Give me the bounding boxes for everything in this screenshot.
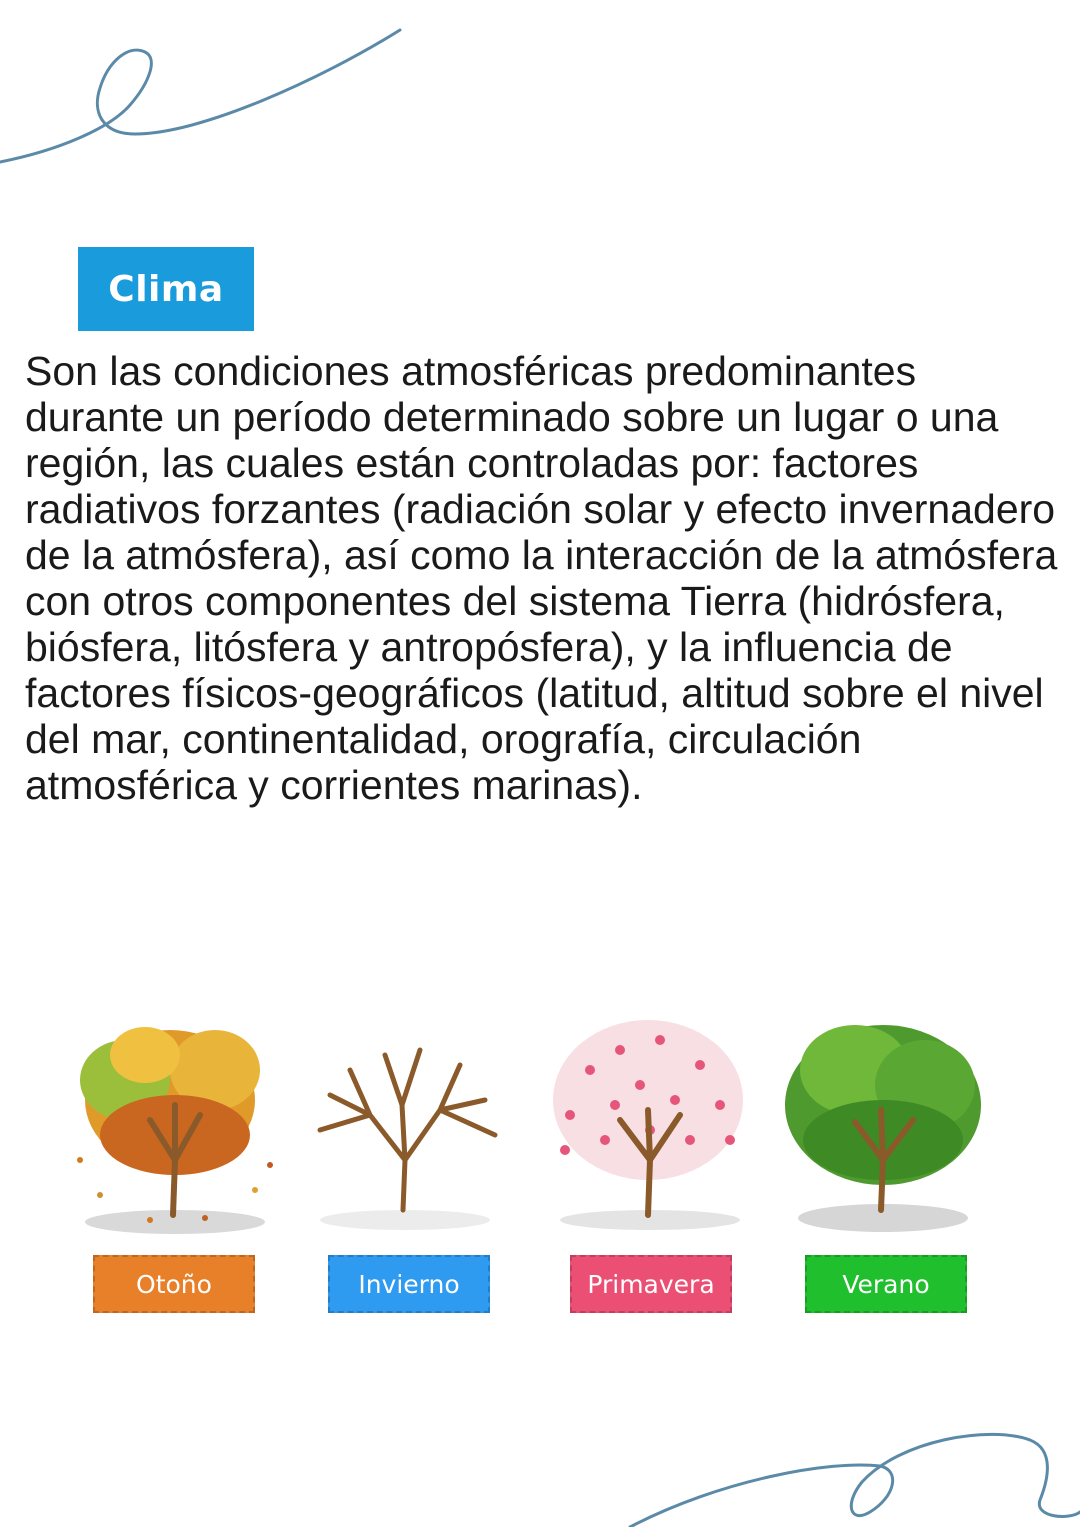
season-spring <box>530 1010 770 1330</box>
seasons-illustration <box>0 1010 1080 1340</box>
season-label-summer: Verano <box>805 1255 967 1313</box>
definition-text: Son las condiciones atmosféricas predominantes durante un período determinado sobre un lugar o una región, las cuales están controladas por: factores radiativos forzantes (radiación solar y efecto invernadero de la atmósfera), así como la interacción de la atmósfera con otros componentes del sistema Tierra (hidrósfera, biósfera, litósfera y antropósfera), y la influencia de factores físicos-geográficos (latitud, altitud sobre el nivel del mar, continentalidad, orografía, circulación atmosférica y corrientes marinas). <box>25 348 1058 808</box>
season-label-spring: Primavera <box>570 1255 732 1313</box>
page-title: Clima <box>78 247 254 331</box>
season-winter <box>290 1010 530 1330</box>
swirl-decoration-bottom <box>600 1400 1080 1527</box>
green-tree-icon <box>765 1010 1005 1242</box>
autumn-tree-icon <box>55 1010 295 1242</box>
swirl-decoration-top <box>0 0 420 180</box>
season-label-autumn: Otoño <box>93 1255 255 1313</box>
bare-tree-icon <box>290 1010 530 1242</box>
blossom-tree-icon <box>530 1010 770 1242</box>
season-autumn <box>55 1010 295 1330</box>
season-label-winter: Invierno <box>328 1255 490 1313</box>
season-summer <box>765 1010 1005 1330</box>
